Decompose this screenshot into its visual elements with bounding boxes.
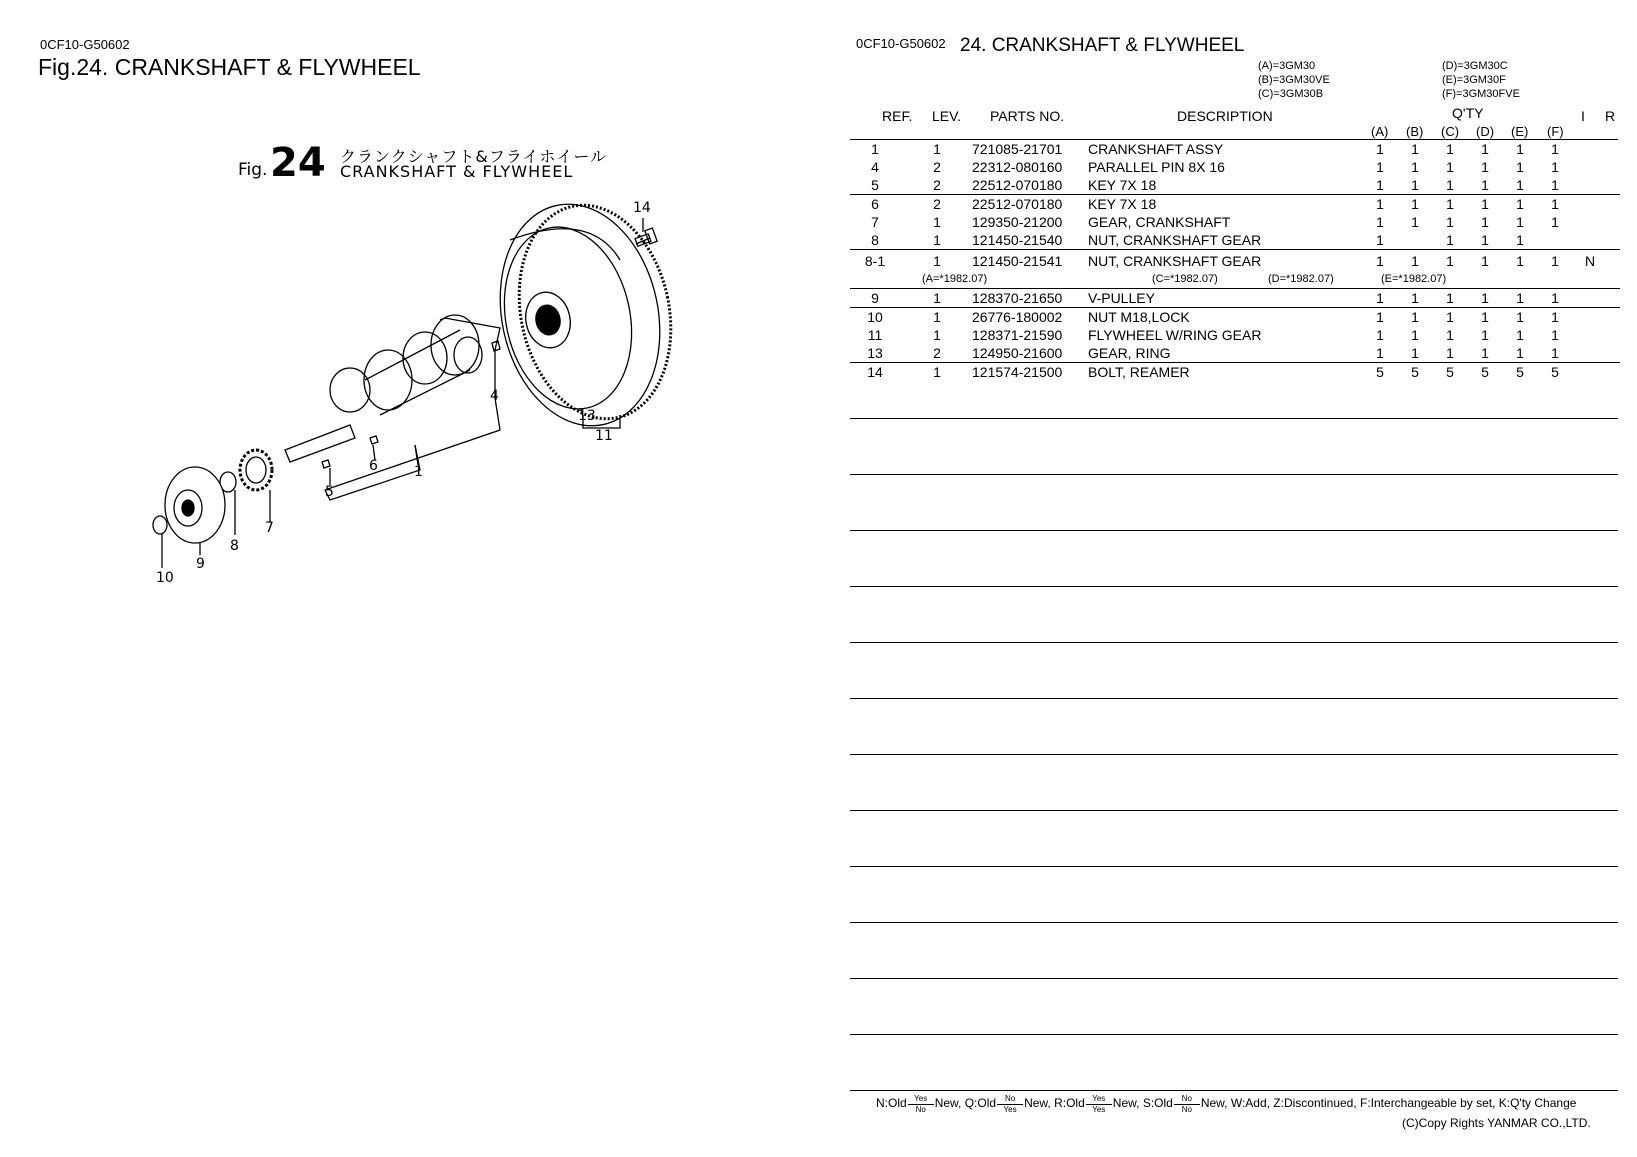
ref: 5: [871, 177, 879, 193]
empty-rule: [850, 642, 1618, 643]
qty-d: 1: [1481, 214, 1489, 230]
empty-rule: [850, 1034, 1618, 1035]
qty-d: 1: [1481, 196, 1489, 212]
qty-d: 1: [1481, 177, 1489, 193]
lev: 1: [933, 309, 941, 325]
callout-1: 1: [414, 464, 423, 480]
qty-a: 1: [1376, 159, 1384, 175]
qty-c: 1: [1446, 141, 1454, 157]
qty-b: 1: [1411, 214, 1419, 230]
figure-title-english: CRANKSHAFT & FLYWHEEL: [340, 162, 574, 181]
empty-rule: [850, 1090, 1618, 1091]
legend-r: R:Old: [1054, 1096, 1085, 1111]
description: NUT, CRANKSHAFT GEAR: [1088, 253, 1262, 269]
part-number: 128370-21650: [972, 290, 1063, 306]
qty-f: 1: [1551, 159, 1559, 175]
qty-b: 5: [1411, 364, 1419, 380]
qty-f: 1: [1551, 141, 1559, 157]
qty-col-b: (B): [1406, 124, 1424, 139]
qty-d: 1: [1481, 253, 1489, 269]
ref: 11: [867, 327, 883, 343]
table-row: [850, 289, 1620, 308]
header-r: R: [1605, 108, 1616, 124]
serial-note-c: (C=*1982.07): [1152, 273, 1218, 285]
table-row: [850, 326, 1620, 344]
qty-col-c: (C): [1441, 124, 1460, 139]
qty-c: 1: [1446, 159, 1454, 175]
model-d: (D)=3GM30C: [1442, 60, 1508, 72]
qty-f: 1: [1551, 214, 1559, 230]
header-ref: REF.: [882, 108, 913, 124]
callout-14: 14: [633, 200, 651, 216]
table-row: [850, 252, 1620, 270]
legend-q: Q:Old: [964, 1096, 997, 1111]
callout-7: 7: [265, 520, 274, 536]
qty-c: 1: [1446, 327, 1454, 343]
table-row: [850, 308, 1620, 326]
model-c: (C)=3GM30B: [1258, 88, 1324, 100]
empty-rule: [850, 922, 1618, 923]
description: PARALLEL PIN 8X 16: [1088, 159, 1225, 175]
left-page-title: Fig.24. CRANKSHAFT & FLYWHEEL: [38, 54, 421, 80]
legend-rest: New, W:Add, Z:Discontinued, F:Interchangeable by set, K:Q'ty Change: [1200, 1096, 1577, 1111]
ref: 1: [871, 141, 879, 157]
part-number: 26776-180002: [972, 309, 1063, 325]
empty-rule: [850, 418, 1618, 419]
qty-d: 1: [1481, 345, 1489, 361]
qty-b: 1: [1411, 177, 1419, 193]
v-pulley-drawing: [165, 467, 225, 543]
model-a: (A)=3GM30: [1258, 60, 1316, 72]
copyright: (C)Copy Rights YANMAR CO.,LTD.: [1402, 1116, 1591, 1130]
qty-e: 1: [1516, 177, 1524, 193]
callout-9: 9: [196, 556, 205, 572]
qty-e: 1: [1516, 159, 1524, 175]
qty-a: 1: [1376, 345, 1384, 361]
empty-rule: [850, 698, 1618, 699]
figure-prefix: Fig.: [238, 160, 268, 180]
ref: 9: [871, 290, 879, 306]
model-e: (E)=3GM30F: [1442, 74, 1506, 86]
lev: 2: [933, 159, 941, 175]
table-row: [850, 176, 1620, 195]
qty-a: 1: [1376, 141, 1384, 157]
qty-d: 1: [1481, 327, 1489, 343]
callout-11: 11: [595, 428, 613, 444]
empty-rule: [850, 754, 1618, 755]
model-f: (F)=3GM30FVE: [1442, 88, 1520, 100]
qty-e: 1: [1516, 141, 1524, 157]
crankshaft-gear-drawing: [240, 450, 272, 490]
header-i: I: [1581, 108, 1585, 124]
header-lev: LEV.: [932, 108, 962, 124]
part-number: 124950-21600: [972, 345, 1063, 361]
legend-s: S:Old: [1142, 1096, 1173, 1111]
qty-col-e: (E): [1511, 124, 1529, 139]
lev: 1: [933, 290, 941, 306]
qty-b: 1: [1411, 345, 1419, 361]
table-row: [850, 231, 1620, 250]
parts-list: [850, 140, 1620, 381]
figure-title-japanese: クランクシャフト&フライホイール: [340, 147, 608, 166]
table-row: [850, 344, 1620, 363]
description: NUT, CRANKSHAFT GEAR: [1088, 232, 1262, 248]
callout-5: 5: [325, 484, 334, 500]
part-number: 22512-070180: [972, 177, 1063, 193]
qty-a: 1: [1376, 232, 1384, 248]
lev: 1: [933, 232, 941, 248]
qty-a: 1: [1376, 253, 1384, 269]
qty-a: 5: [1376, 364, 1384, 380]
qty-e: 1: [1516, 290, 1524, 306]
serial-note-e: (E=*1982.07): [1381, 273, 1447, 285]
interchange-flag: N: [1585, 253, 1596, 269]
qty-d: 1: [1481, 141, 1489, 157]
left-doc-code: 0CF10-G50602: [40, 37, 130, 52]
part-number: 22312-080160: [972, 159, 1063, 175]
qty-c: 1: [1446, 253, 1454, 269]
reamer-bolt-drawing: [635, 228, 657, 246]
qty-col-f: (F): [1547, 124, 1564, 139]
table-row: [850, 195, 1620, 213]
qty-a: 1: [1376, 214, 1384, 230]
right-page-title: 24. CRANKSHAFT & FLYWHEEL: [960, 35, 1245, 56]
qty-c: 1: [1446, 177, 1454, 193]
callout-8: 8: [230, 538, 239, 554]
qty-c: 1: [1446, 345, 1454, 361]
qty-col-d: (D): [1476, 124, 1495, 139]
qty-e: 1: [1516, 309, 1524, 325]
qty-c: 1: [1446, 309, 1454, 325]
lev: 1: [933, 364, 941, 380]
qty-col-a: (A): [1371, 124, 1389, 139]
change-code-legend: N:Old Yes No New, Q:Old No Yes New, R:Old Yes Yes New, S:Old $\frac{No}{No}$ New, W:Add, Z:Discontinued, F:Interchangeable by set, K:Q'ty Change: [876, 1094, 1577, 1114]
qty-d: 1: [1481, 309, 1489, 325]
ref: 4: [871, 159, 879, 175]
qty-c: 1: [1446, 214, 1454, 230]
flywheel-drawing: [480, 200, 689, 441]
qty-e: 1: [1516, 327, 1524, 343]
description: KEY 7X 18: [1088, 177, 1157, 193]
description: NUT M18,LOCK: [1088, 309, 1190, 325]
callout-6: 6: [369, 458, 378, 474]
ref: 8-1: [864, 253, 886, 269]
description: CRANKSHAFT ASSY: [1088, 141, 1224, 157]
ref: 8: [871, 232, 879, 248]
crankshaft-drawing: [285, 315, 482, 462]
table-row: [850, 140, 1620, 158]
ref: 7: [871, 214, 879, 230]
arrow-icon: No Yes: [997, 1096, 1023, 1112]
lev: 1: [933, 253, 941, 269]
qty-b: 1: [1411, 290, 1419, 306]
description: KEY 7X 18: [1088, 196, 1157, 212]
lev: 1: [933, 214, 941, 230]
qty-f: 1: [1551, 253, 1559, 269]
lev: 2: [933, 345, 941, 361]
arrow-icon: Yes Yes: [1086, 1096, 1112, 1112]
qty-c: 1: [1446, 196, 1454, 212]
empty-rule: [850, 474, 1618, 475]
qty-a: 1: [1376, 290, 1384, 306]
qty-f: 5: [1551, 364, 1559, 380]
qty-a: 1: [1376, 177, 1384, 193]
qty-d: 1: [1481, 232, 1489, 248]
empty-rule: [850, 586, 1618, 587]
qty-e: 1: [1516, 232, 1524, 248]
qty-e: 1: [1516, 253, 1524, 269]
empty-rule: [850, 866, 1618, 867]
description: BOLT, REAMER: [1088, 364, 1190, 380]
description: GEAR, CRANKSHAFT: [1088, 214, 1231, 230]
table-row: [850, 213, 1620, 231]
qty-a: 1: [1376, 196, 1384, 212]
callout-10: 10: [156, 570, 174, 586]
qty-f: 1: [1551, 177, 1559, 193]
part-number: 129350-21200: [972, 214, 1063, 230]
empty-rule: [850, 978, 1618, 979]
description: GEAR, RING: [1088, 345, 1171, 361]
header-parts-no: PARTS NO.: [990, 108, 1065, 124]
qty-d: 1: [1481, 290, 1489, 306]
qty-b: 1: [1411, 309, 1419, 325]
ref: 14: [867, 364, 883, 380]
ref: 13: [867, 345, 883, 361]
qty-b: 1: [1411, 327, 1419, 343]
qty-b: 1: [1411, 159, 1419, 175]
ref: 6: [871, 196, 879, 212]
empty-rule: [850, 530, 1618, 531]
qty-f: 1: [1551, 345, 1559, 361]
qty-e: 1: [1516, 214, 1524, 230]
legend-n: N:Old: [876, 1096, 907, 1111]
qty-f: 1: [1551, 309, 1559, 325]
description: FLYWHEEL W/RING GEAR: [1088, 327, 1262, 343]
part-number: 121574-21500: [972, 364, 1063, 380]
qty-d: 1: [1481, 159, 1489, 175]
part-number: 128371-21590: [972, 327, 1063, 343]
serial-note-a: (A=*1982.07): [922, 273, 988, 285]
arrow-icon: $\frac{No}{No}$: [1174, 1096, 1200, 1112]
qty-c: 1: [1446, 290, 1454, 306]
qty-e: 1: [1516, 196, 1524, 212]
serial-note-d: (D=*1982.07): [1268, 273, 1334, 285]
qty-b: 1: [1411, 253, 1419, 269]
qty-f: 1: [1551, 290, 1559, 306]
qty-b: 1: [1411, 196, 1419, 212]
ref: 10: [867, 309, 883, 325]
description: V-PULLEY: [1088, 290, 1155, 306]
qty-e: 1: [1516, 345, 1524, 361]
qty-a: 1: [1376, 327, 1384, 343]
callout-13: 13: [578, 408, 596, 424]
qty-f: 1: [1551, 196, 1559, 212]
empty-rule: [850, 810, 1618, 811]
part-number: 121450-21540: [972, 232, 1063, 248]
part-number: 721085-21701: [972, 141, 1063, 157]
lev: 1: [933, 141, 941, 157]
header-description: DESCRIPTION: [1177, 108, 1273, 124]
table-row: [850, 158, 1620, 176]
part-number: 121450-21541: [972, 253, 1063, 269]
lev: 1: [933, 327, 941, 343]
qty-a: 1: [1376, 309, 1384, 325]
qty-c: 5: [1446, 364, 1454, 380]
exploded-parts-diagram: [150, 200, 710, 620]
arrow-icon: Yes No: [908, 1096, 934, 1112]
table-row: [850, 363, 1620, 381]
callout-4: 4: [490, 388, 499, 404]
serial-note-row: [850, 270, 1620, 289]
figure-number: 24: [270, 140, 326, 186]
qty-d: 5: [1481, 364, 1489, 380]
model-b: (B)=3GM30VE: [1258, 74, 1330, 86]
part-number: 22512-070180: [972, 196, 1063, 212]
header-qty: Q'TY: [1452, 105, 1484, 121]
right-doc-code: 0CF10-G50602: [856, 36, 946, 51]
qty-b: 1: [1411, 141, 1419, 157]
lev: 2: [933, 196, 941, 212]
lev: 2: [933, 177, 941, 193]
qty-f: 1: [1551, 327, 1559, 343]
qty-c: 1: [1446, 232, 1454, 248]
qty-e: 5: [1516, 364, 1524, 380]
